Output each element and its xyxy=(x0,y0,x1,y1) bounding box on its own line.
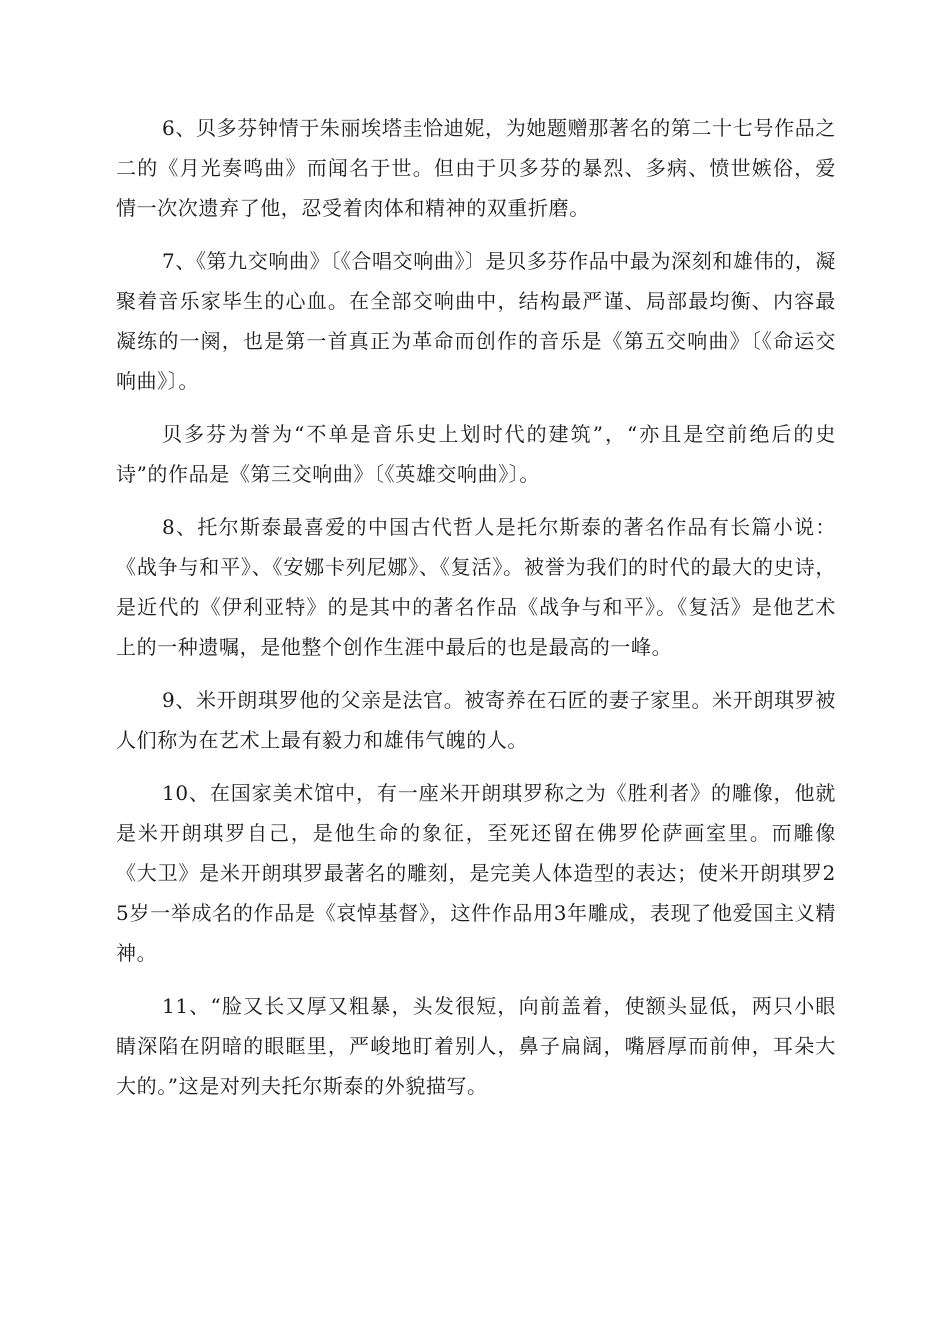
paragraph-third-symphony: 贝多芬为誉为“不单是音乐史上划时代的建筑”，“亦且是空前绝后的史诗”的作品是《第三交响曲》〔《英雄交响曲》〕。 xyxy=(116,422,836,486)
paragraph-item-11: 11、“脸又长又厚又粗暴，头发很短，向前盖着，使额头显低，两只小眼睛深陷在阴暗的眼眶里，严峻地盯着别人，鼻子扁阔，嘴唇厚而前伸，耳朵大大的。”这是对列夫托尔斯泰的外貌描写。 xyxy=(116,994,836,1098)
document-body xyxy=(116,108,836,1119)
paragraph-item-7: 7、《第九交响曲》〔《合唱交响曲》〕是贝多芬作品中最为深刻和雄伟的，凝聚着音乐家毕生的心血。在全部交响曲中，结构最严谨、局部最均衡、内容最凝练的一阕，也是第一首真正为革命而创作的音乐是《第五交响曲》〔《命运交响曲》〕。 xyxy=(116,249,836,393)
paragraph-item-9: 9、米开朗琪罗他的父亲是法官。被寄养在石匠的妻子家里。米开朗琪罗被人们称为在艺术上最有毅力和雄伟气魄的人。 xyxy=(116,688,836,752)
paragraph-item-6: 6、贝多芬钟情于朱丽埃塔圭恰迪妮，为她题赠那著名的第二十七号作品之二的《月光奏鸣曲》而闻名于世。但由于贝多芬的暴烈、多病、愤世嫉俗，爱情一次次遗弃了他，忍受着肉体和精神的双重折磨。 xyxy=(116,116,836,220)
paragraph-item-10: 10、在国家美术馆中，有一座米开朗琪罗称之为《胜利者》的雕像，他就是米开朗琪罗自己，是他生命的象征，至死还留在佛罗伦萨画室里。而雕像《大卫》是米开朗琪罗最著名的雕刻，是完美人体造型的表达；使米开朗琪罗25岁一举成名的作品是《哀悼基督》，这件作品用3年雕成，表现了他爱国主义精神。 xyxy=(116,781,836,965)
paragraph-item-8: 8、托尔斯泰最喜爱的中国古代哲人是托尔斯泰的著名作品有长篇小说：《战争与和平》、《安娜卡列尼娜》、《复活》。被誉为我们的时代的最大的史诗，是近代的《伊利亚特》的是其中的著名作品《战争与和平》。《复活》是他艺术上的一种遗嘱，是他整个创作生涯中最后的也是最高的一峰。 xyxy=(116,515,836,659)
